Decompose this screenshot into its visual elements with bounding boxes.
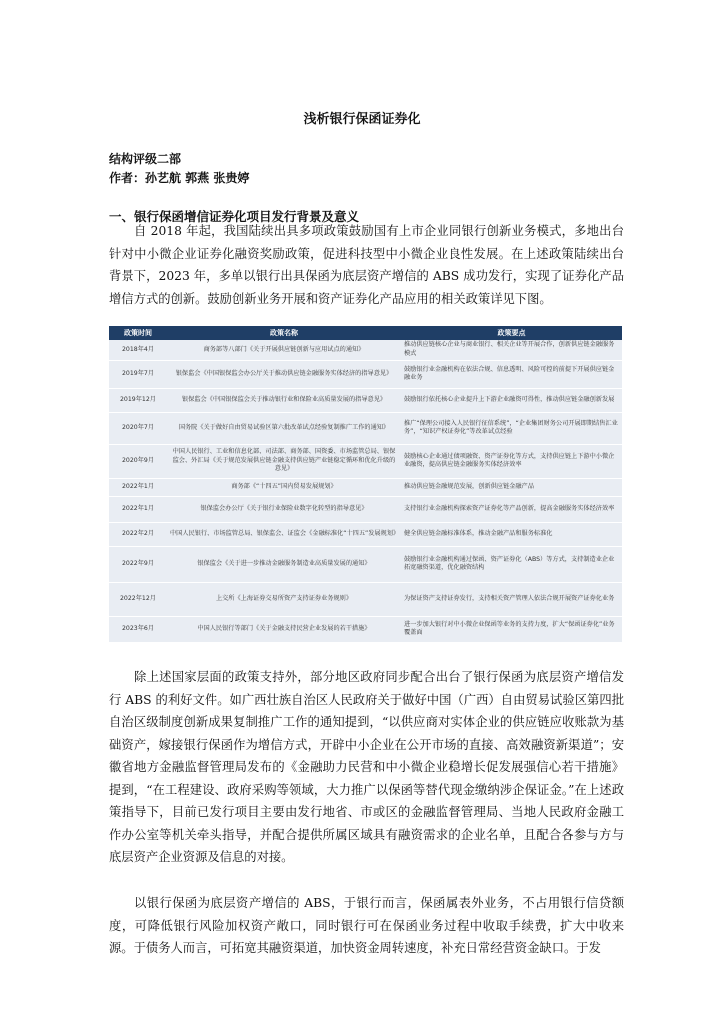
table-cell-time: 2022年2月	[109, 522, 167, 546]
authors-line: 作者：孙艺航 郭燕 张贵婷	[109, 171, 250, 185]
table-row	[109, 340, 622, 360]
table-row	[109, 444, 622, 478]
table-cell-points: 健全供应链金融标准体系，推动金融产品和服务标准化	[401, 522, 622, 546]
table-row	[109, 616, 622, 642]
document-title: 浅析银行保函证券化	[303, 112, 421, 127]
table-row	[109, 522, 622, 546]
table-cell-name: 银保监会《关于进一步推动金融服务制造业高质量发展的通知》	[167, 546, 401, 582]
table-cell-name: 银保监会《中国银保监会办公厅关于推动供应链金融服务实体经济的指导意见》	[167, 360, 401, 388]
table-cell-time: 2023年6月	[109, 616, 167, 642]
header-policy-time: 政策时间	[109, 326, 167, 340]
table-cell-time: 2018年4月	[109, 340, 167, 360]
table-cell-points: 鼓励银行业金融机构通过保函、资产证券化（ABS）等方式，支持制造业企业拓宽融资渠道，优化融资结构	[401, 546, 622, 582]
paragraph-regional-policy: 除上述国家层面的政策支持外，部分地区政府同步配合出台了银行保函为底层资产增信发行 ABS 的利好文件。如广西壮族自治区人民政府关于做好中国（广西）自由贸易试验区第四批自治区级制度创新成果复制推广工作的通知提到，“以供应商对实体企业的供应链应收账款为基础资产，嫁接银行保函作为增信方式，开辟中小企业在公开市场的直接、高效融资新渠道”；安徽省地方金融监督管理局发布的《金融助力民营和中小微企业稳增长促发展强信心若干措施》提到，“在工程建设、政府采购等领域，大力推广以保函等替代现金缴纳涉企保证金。”在上述政策指导下，目前已发行项目主要由发行地省、市或区的金融监督管理局、当地人民政府金融工作办公室等机关牵头指导，并配合提供所属区域具有融资需求的企业名单，且配合各参与方与底层资产企业资源及信息的对接。	[109, 670, 624, 864]
table-cell-time: 2022年1月	[109, 478, 167, 496]
table-cell-name: 中国人民银行等部门《关于金融支持民营企业发展的若干措施》	[167, 616, 401, 642]
table-cell-time: 2019年12月	[109, 388, 167, 412]
table-cell-name: 商务部等八部门《关于开展供应链创新与应用试点的通知》	[167, 340, 401, 360]
section-heading: 一、银行保函增信证券化项目发行背景及意义	[109, 209, 360, 224]
header-policy-points: 政策要点	[401, 326, 622, 340]
department-label: 结构评级二部	[109, 152, 182, 166]
table-cell-time: 2022年12月	[109, 582, 167, 616]
table-cell-time: 2022年1月	[109, 496, 167, 522]
policy-table	[109, 326, 622, 643]
policy-table-header-row	[109, 326, 622, 340]
header-policy-name: 政策名称	[167, 326, 401, 340]
table-cell-name: 银保监会办公厅《关于银行业保险业数字化转型的指导意见》	[167, 496, 401, 522]
table-cell-time: 2022年9月	[109, 546, 167, 582]
paragraph-intro: 自 2018 年起，我国陆续出具多项政策鼓励国有上市企业同银行创新业务模式，多地出台针对中小微企业证券化融资奖励政策，促进科技型中小微企业良性发展。在上述政策陆续出台背景下，2023 年，多单以银行出具保函为底层资产增信的 ABS 成功发行，实现了证券化产品增信方式的创新。鼓励创新业务开展和资产证券化产品应用的相关政策详见下图。	[109, 224, 624, 306]
table-cell-points: 推动供应链金融规范发展，创新供应链金融产品	[401, 478, 622, 496]
table-cell-points: 支持银行业金融机构探索资产证券化等产品创新，提高金融服务实体经济效率	[401, 496, 622, 522]
table-cell-name: 中国人民银行、市场监管总局、银保监会、证监会《金融标准化“十四五”发展规划》	[167, 522, 401, 546]
table-cell-points: 推广“保理公司接入人民银行征信系统”，“企业集团财务公司开展即期结售汇业务”，“知识产权证券化”等改革试点经验	[401, 412, 622, 444]
table-cell-name: 国务院《关于做好自由贸易试验区第六批改革试点经验复制推广工作的通知》	[167, 412, 401, 444]
table-cell-time: 2020年7月	[109, 412, 167, 444]
table-cell-points: 推动供应链核心企业与商业银行、相关企业等开展合作，创新供应链金融服务模式	[401, 340, 622, 360]
table-row	[109, 546, 622, 582]
table-cell-points: 鼓励核心企业通过债项融资、资产证券化等方式，支持供应链上下游中小微企业融资，提高供应链金融服务实体经济效率	[401, 444, 622, 478]
table-cell-time: 2019年7月	[109, 360, 167, 388]
table-cell-points: 鼓励银行依托核心企业提升上下游企业融资可得性，推动供应链金融创新发展	[401, 388, 622, 412]
table-row	[109, 412, 622, 444]
table-row	[109, 496, 622, 522]
table-cell-name: 上交所《上海证券交易所资产支持证券业务规则》	[167, 582, 401, 616]
table-cell-time: 2020年9月	[109, 444, 167, 478]
table-cell-points: 鼓励银行业金融机构在依法合规、信息透明、风险可控的前提下开展供应链金融业务	[401, 360, 622, 388]
table-row	[109, 478, 622, 496]
table-row	[109, 388, 622, 412]
table-cell-name: 银保监会《中国银保监会关于推动银行业和保险业高质量发展的指导意见》	[167, 388, 401, 412]
table-row	[109, 582, 622, 616]
paragraph-benefits: 以银行保函为底层资产增信的 ABS，于银行而言，保函属表外业务，不占用银行信贷额度，可降低银行风险加权资产敞口，同时银行可在保函业务过程中收取手续费，扩大中收来源。于债务人而言，可拓宽其融资渠道，加快资金周转速度，补充日常经营资金缺口。于发	[109, 896, 624, 955]
table-cell-name: 中国人民银行、工业和信息化部、司法部、商务部、国资委、市场监管总局、银保监会、外汇局《关于规范发展供应链金融支持供应链产业链稳定循环和优化升级的意见》	[167, 444, 401, 478]
table-cell-points: 进一步加大银行对中小微企业保函等业务的支持力度，扩大“保函证券化”业务覆盖面	[401, 616, 622, 642]
table-cell-name: 商务部《“十四五”国内贸易发展规划》	[167, 478, 401, 496]
table-cell-points: 为保证资产支持证券发行，支持相关资产管理人依法合规开展资产证券化业务	[401, 582, 622, 616]
table-row	[109, 360, 622, 388]
